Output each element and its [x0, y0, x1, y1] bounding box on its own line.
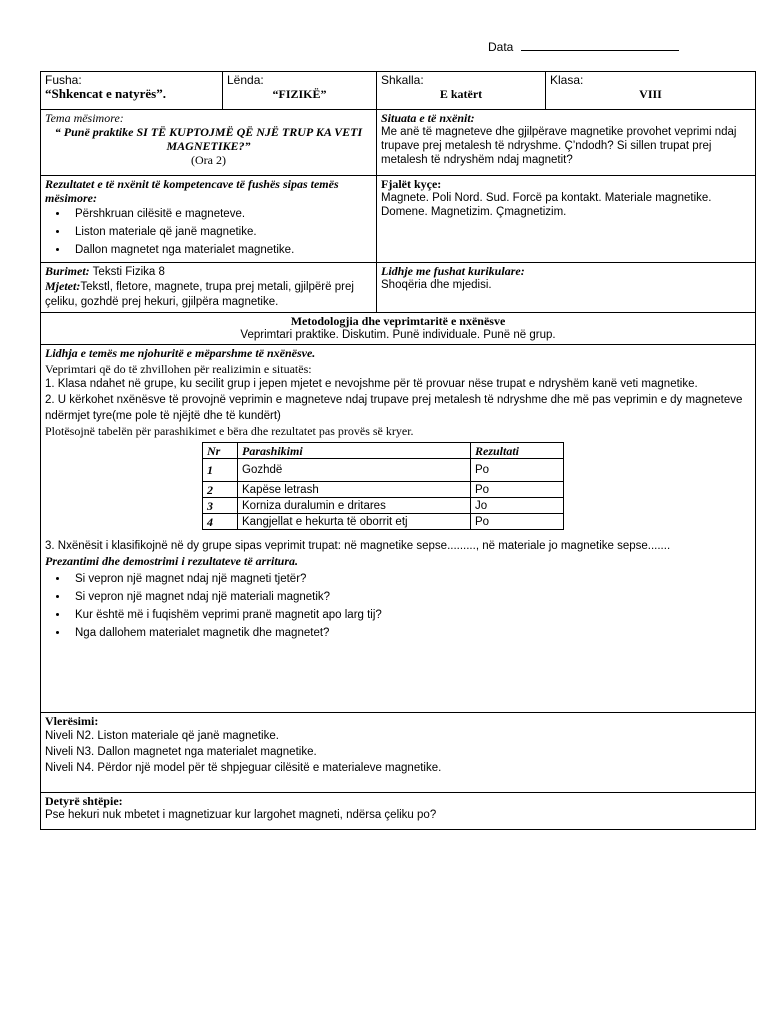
table-row — [203, 498, 564, 514]
lidhja-temes-label: Lidhja e temës me njohuritë e mëparshme të nxënësve. — [45, 346, 316, 360]
tema-title: “ Punë praktike SI TË KUPTOJMË QË NJË TRUP KA VETI MAGNETIKE?” — [54, 125, 363, 153]
table-row — [203, 482, 564, 498]
shkalla-label: Shkalla: — [381, 73, 424, 87]
burimet-text: Teksti Fizika 8 — [92, 266, 165, 278]
prezantimi-item: • Si vepron një magnet ndaj një materiali magnetik? — [69, 588, 751, 606]
rezultatet-item: • Dallon magnetet nga materialet magnetike. — [69, 241, 372, 259]
situata-cell — [377, 110, 755, 175]
fusha-cell — [41, 72, 223, 109]
klasa-label: Klasa: — [550, 73, 584, 87]
table-cell-result: Jo — [471, 498, 564, 514]
prediction-table-header — [203, 443, 564, 459]
prezantimi-item: • Si vepron një magnet ndaj një magneti tjetër? — [69, 570, 751, 588]
prediction-table — [202, 442, 564, 530]
vleresimi-label: Vlerësimi: — [45, 714, 99, 728]
table-cell-nr: 4 — [203, 514, 238, 530]
table-cell-result: Po — [471, 459, 564, 482]
rezultatet-label: Rezultatet e të nxënit të kompetencave të fushës sipas temës mësimore: — [45, 177, 339, 205]
vleresimi-line: Niveli N4. Përdor një model për të shpjeguar cilësitë e materialeve magnetike. — [45, 762, 442, 774]
date-field — [488, 40, 679, 54]
table-cell-nr: 3 — [203, 498, 238, 514]
fusha-label: Fusha: — [45, 73, 82, 87]
activities-row — [41, 345, 755, 713]
shkalla-value: E katërt — [439, 87, 483, 101]
tema-ora: (Ora 2) — [191, 153, 226, 167]
lidhje-fushat-cell — [377, 263, 755, 312]
mjetet-label: Mjetet: — [45, 279, 81, 293]
activity-step-2: 2. U kërkohet nxënësve të provojnë veprimin e magneteve ndaj trupave prej metalesh të ndryshme dhe më pas veprimin e dy magneteve ndërmjet tyre(me pole të njëjtë dhe të kundërt) — [45, 394, 743, 422]
vleresimi-line: Niveli N2. Liston materiale që janë magnetike. — [45, 730, 279, 742]
klasa-cell — [546, 72, 755, 109]
date-blank-line — [521, 40, 679, 51]
burimet-label: Burimet: — [45, 264, 90, 278]
prezantimi-list — [45, 570, 751, 642]
lenda-cell — [223, 72, 377, 109]
klasa-value: VIII — [639, 87, 662, 101]
rezultatet-item: • Përshkruan cilësitë e magneteve. — [69, 205, 372, 223]
rezultatet-item: • Liston materiale që janë magnetike. — [69, 223, 372, 241]
fusha-value: “Shkencat e natyrës”. — [45, 86, 166, 101]
metodologjia-title: Metodologjia dhe veprimtaritë e nxënësve — [290, 314, 506, 328]
lesson-plan-table — [40, 71, 756, 830]
table-row — [203, 514, 564, 530]
detyre-text: Pse hekuri nuk mbetet i magnetizuar kur largohet magneti, ndërsa çeliku po? — [45, 809, 437, 821]
tema-cell — [41, 110, 377, 175]
lidhje-fushat-label: Lidhje me fushat kurikulare: — [381, 264, 525, 278]
table-cell-nr: 1 — [203, 459, 238, 482]
activities-cell — [41, 345, 755, 712]
metodologjia-text: Veprimtari praktike. Diskutim. Punë individuale. Punë në grup. — [240, 329, 556, 341]
rezultatet-fjalet-row — [41, 176, 755, 263]
table-cell-nr: 2 — [203, 482, 238, 498]
tema-label: Tema mësimore: — [45, 111, 124, 125]
table-cell-item: Kapëse letrash — [238, 482, 471, 498]
fjalet-text: Magnete. Poli Nord. Sud. Forcë pa kontakt. Materiale magnetike. Domene. Magnetizim. Çmagnetizim. — [381, 192, 712, 218]
shkalla-cell — [377, 72, 546, 109]
table-cell-item: Kangjellat e hekurta të oborrit etj — [238, 514, 471, 530]
rezultatet-cell — [41, 176, 377, 262]
detyre-row — [41, 793, 755, 829]
detyre-cell — [41, 793, 755, 829]
rezultatet-list — [45, 205, 372, 259]
date-label: Data — [488, 40, 514, 54]
fjalet-label: Fjalët kyçe: — [381, 177, 442, 191]
tema-situata-row — [41, 110, 755, 176]
lenda-label: Lënda: — [227, 73, 264, 87]
table-cell-result: Po — [471, 514, 564, 530]
prezantimi-label: Prezantimi dhe demostrimi i rezultateve të arritura. — [45, 554, 299, 568]
situata-text: Me anë të magneteve dhe gjilpërave magnetike provohet veprimi ndaj trupave prej metalesh të ndryshme. Ç’ndodh? Si sillen trupat prej metalesh të ndryshëm ndaj magnetit? — [381, 126, 737, 166]
detyre-label: Detyrë shtëpie: — [45, 794, 123, 808]
header-nr: Nr — [203, 443, 238, 459]
burimet-cell — [41, 263, 377, 312]
vleresimi-line: Niveli N3. Dallon magnetet nga materialet magnetike. — [45, 746, 317, 758]
activities-intro: Veprimtari që do të zhvillohen për realizimin e situatës: — [45, 362, 312, 376]
prezantimi-item: • Kur është më i fuqishëm veprimi pranë magnetit apo larg tij? — [69, 606, 751, 624]
activity-step-3: 3. Nxënësit i klasifikojnë në dy grupe sipas veprimit trupat: në magnetike sepse........., në materiale jo magnetike sepse....... — [45, 540, 671, 552]
header-row — [41, 72, 755, 110]
metodologjia-row — [41, 313, 755, 345]
vleresimi-cell — [41, 713, 755, 792]
header-parashikimi: Parashikimi — [238, 443, 471, 459]
table-cell-result: Po — [471, 482, 564, 498]
prezantimi-item: • Nga dallohem materialet magnetik dhe magnetet? — [69, 624, 751, 642]
metodologjia-cell — [41, 313, 755, 344]
lidhje-fushat-text: Shoqëria dhe mjedisi. — [381, 279, 492, 291]
activity-step-2b: Plotësojnë tabelën për parashikimet e bëra dhe rezultatet pas provës së kryer. — [45, 424, 414, 438]
table-row — [203, 459, 564, 482]
lenda-value: “FIZIKË” — [272, 87, 327, 101]
header-rezultati: Rezultati — [471, 443, 564, 459]
situata-label: Situata e të nxënit: — [381, 111, 475, 125]
mjetet-text: Tekstl, fletore, magnete, trupa prej metali, gjilpërë prej çeliku, gozhdë prej hekuri, gjilpëra magnetike. — [45, 281, 354, 308]
fjalet-cell — [377, 176, 755, 262]
table-cell-item: Gozhdë — [238, 459, 471, 482]
vleresimi-row — [41, 713, 755, 793]
table-cell-item: Korniza duralumin e dritares — [238, 498, 471, 514]
burimet-row — [41, 263, 755, 313]
activity-step-1: 1. Klasa ndahet në grupe, ku secilit grup i jepen mjetet e nevojshme për të provuar nëse trupat e ndryshëm kanë veti magnetike. — [45, 378, 698, 390]
